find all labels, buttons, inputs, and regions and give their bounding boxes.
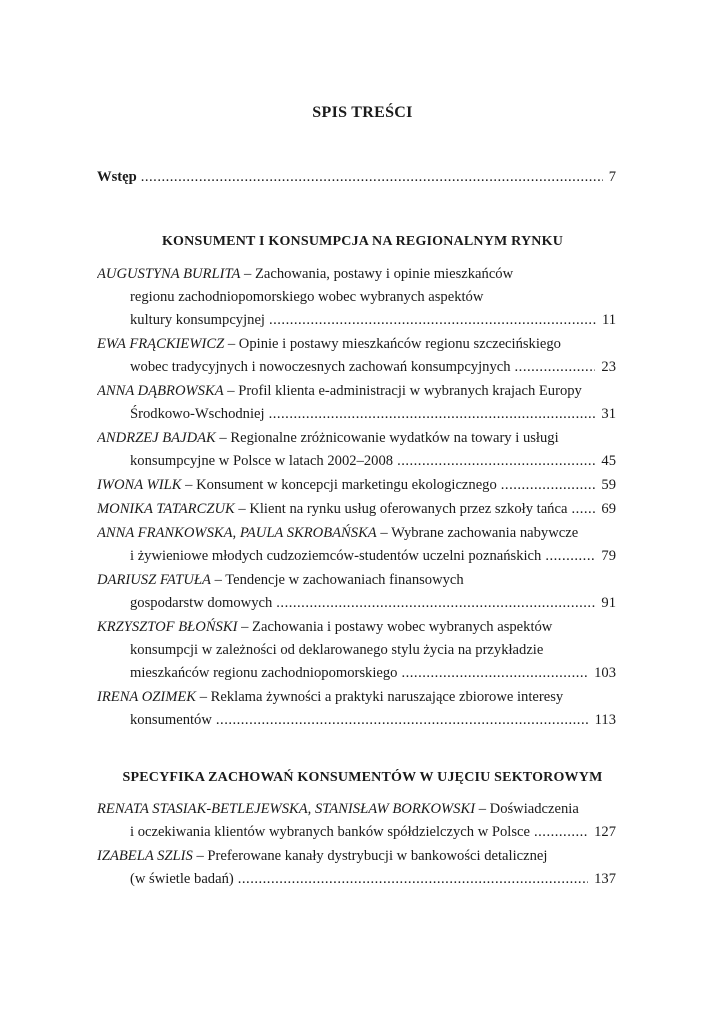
entry-title: – Klient na rynku usług oferowanych przez szkoły tańca [234,501,568,517]
toc-entry[interactable] [97,686,616,732]
dot-leader [141,166,603,189]
toc-line [97,868,616,891]
toc-line [97,522,616,545]
entry-title-continued: gospodarstw domowych [130,595,273,611]
toc-line [97,821,616,844]
dot-leader [269,309,596,332]
toc-entry[interactable] [97,498,616,521]
entry-title-continued: regionu zachodniopomorskiego wobec wybranych aspektów [130,289,484,305]
toc-line [97,592,616,615]
entry-title-continued: kultury konsumpcyjnej [130,312,265,328]
entry-title: – Profil klienta e-administracji w wybranych krajach Europy [223,383,582,399]
toc-line [97,450,616,473]
toc-line [97,709,616,732]
entry-title: – Zachowania, postawy i opinie mieszkańców [240,266,514,282]
entry-title-continued: mieszkańców regionu zachodniopomorskiego [130,665,398,681]
page-number: 103 [594,665,616,681]
toc-line [97,309,616,332]
toc-entry[interactable] [97,380,616,426]
entry-author: ANDRZEJ BAJDAK [97,430,216,446]
toc-entry[interactable] [97,845,616,891]
page-number: 91 [601,595,616,611]
entry-author: MONIKA TATARCZUK [97,501,235,517]
page-number: 69 [601,501,616,517]
dot-leader [238,868,588,891]
toc-line [97,427,616,450]
toc-entry[interactable] [97,522,616,568]
dot-leader [401,662,588,685]
page-number: 59 [601,477,616,493]
toc-line [97,474,616,497]
page-number: 127 [594,824,616,840]
intro-label: Wstęp [97,169,137,185]
entry-title-continued: wobec tradycyjnych i nowoczesnych zachowań konsumpcyjnych [130,359,511,375]
section-heading: SPECYFIKA ZACHOWAŃ KONSUMENTÓW W UJĘCIU SEKTOROWYM [122,770,603,785]
toc-line [97,845,616,868]
entry-author: ANNA FRANKOWSKA, PAULA SKROBAŃSKA [97,525,377,541]
dot-leader [571,498,595,521]
page-title: SPIS TREŚCI [312,104,413,121]
toc-entry[interactable] [97,569,616,615]
entry-title: – Zachowania i postawy wobec wybranych aspektów [237,619,553,635]
dot-leader [501,474,596,497]
toc-line [97,798,616,821]
entry-title-continued: konsumpcji w zależności od deklarowanego stylu życia na przykładzie [130,642,544,658]
entry-author: IWONA WILK [97,477,182,493]
toc-line [97,498,616,521]
entry-author: KRZYSZTOF BŁOŃSKI [97,619,238,635]
entry-text [97,474,497,497]
page-number: 113 [594,712,616,728]
toc-line [97,616,616,639]
toc-entry[interactable] [97,427,616,473]
entry-title: – Wybrane zachowania nabywcze [376,525,579,541]
dot-leader [397,450,595,473]
dot-leader [216,709,589,732]
entry-title-continued: konsumentów [130,712,212,728]
page-number: 79 [601,548,616,564]
page-number: 45 [601,453,616,469]
entry-author: IZABELA SZLIS [97,848,193,864]
entry-author: RENATA STASIAK-BETLEJEWSKA, STANISŁAW BORKOWSKI [97,801,476,817]
entry-title: – Opinie i postawy mieszkańców regionu szczecińskiego [224,336,561,352]
entry-text [97,498,567,521]
entry-title-continued: i żywieniowe młodych cudzoziemców-studentów uczelni poznańskich [130,548,542,564]
toc-line [97,380,616,403]
toc-line [97,662,616,685]
entry-title: – Preferowane kanały dystrybucji w bankowości detalicznej [192,848,548,864]
toc-line [97,403,616,426]
page-number: 137 [594,871,616,887]
toc-entry[interactable] [97,474,616,497]
entry-title-continued: (w świetle badań) [130,871,234,887]
entry-title-continued: i oczekiwania klientów wybranych banków spółdzielczych w Polsce [130,824,530,840]
toc-line [97,686,616,709]
toc-line [97,569,616,592]
toc-entry[interactable] [97,798,616,844]
dot-leader [515,356,596,379]
entry-title-continued: konsumpcyjne w Polsce w latach 2002–2008 [130,453,394,469]
entry-title: – Konsument w koncepcji marketingu ekologicznego [181,477,497,493]
entry-author: IRENA OZIMEK [97,689,197,705]
entry-author: EWA FRĄCKIEWICZ [97,336,225,352]
page-number: 31 [601,406,616,422]
section-entries [97,263,616,733]
toc-entry[interactable] [97,333,616,379]
toc-entry[interactable] [97,616,616,685]
section-heading: KONSUMENT I KONSUMPCJA NA REGIONALNYM RYNKU [161,234,564,249]
toc-entry[interactable] [97,263,616,332]
entry-author: ANNA DĄBROWSKA [97,383,224,399]
toc-entry-intro[interactable] [97,166,616,189]
entry-author: DARIUSZ FATUŁA [97,572,211,588]
entry-title: – Reklama żywności a praktyki naruszające zbiorowe interesy [196,689,564,705]
dot-leader [269,403,596,426]
entry-title: – Tendencje w zachowaniach finansowych [210,572,464,588]
entry-title-continued: Środkowo-Wschodniej [130,406,265,422]
toc-line [97,545,616,568]
entry-title: – Regionalne zróżnicowanie wydatków na towary i usługi [215,430,559,446]
dot-leader [534,821,588,844]
section-entries [97,798,616,892]
page-number: 7 [608,169,616,185]
page-number: 11 [601,312,616,328]
toc-line [97,333,616,356]
entry-author: AUGUSTYNA BURLITA [97,266,241,282]
dot-leader [276,592,595,615]
dot-leader [545,545,595,568]
entry-title: – Doświadczenia [475,801,579,817]
toc-line [97,263,616,286]
toc-line [97,356,616,379]
page-number: 23 [601,359,616,375]
